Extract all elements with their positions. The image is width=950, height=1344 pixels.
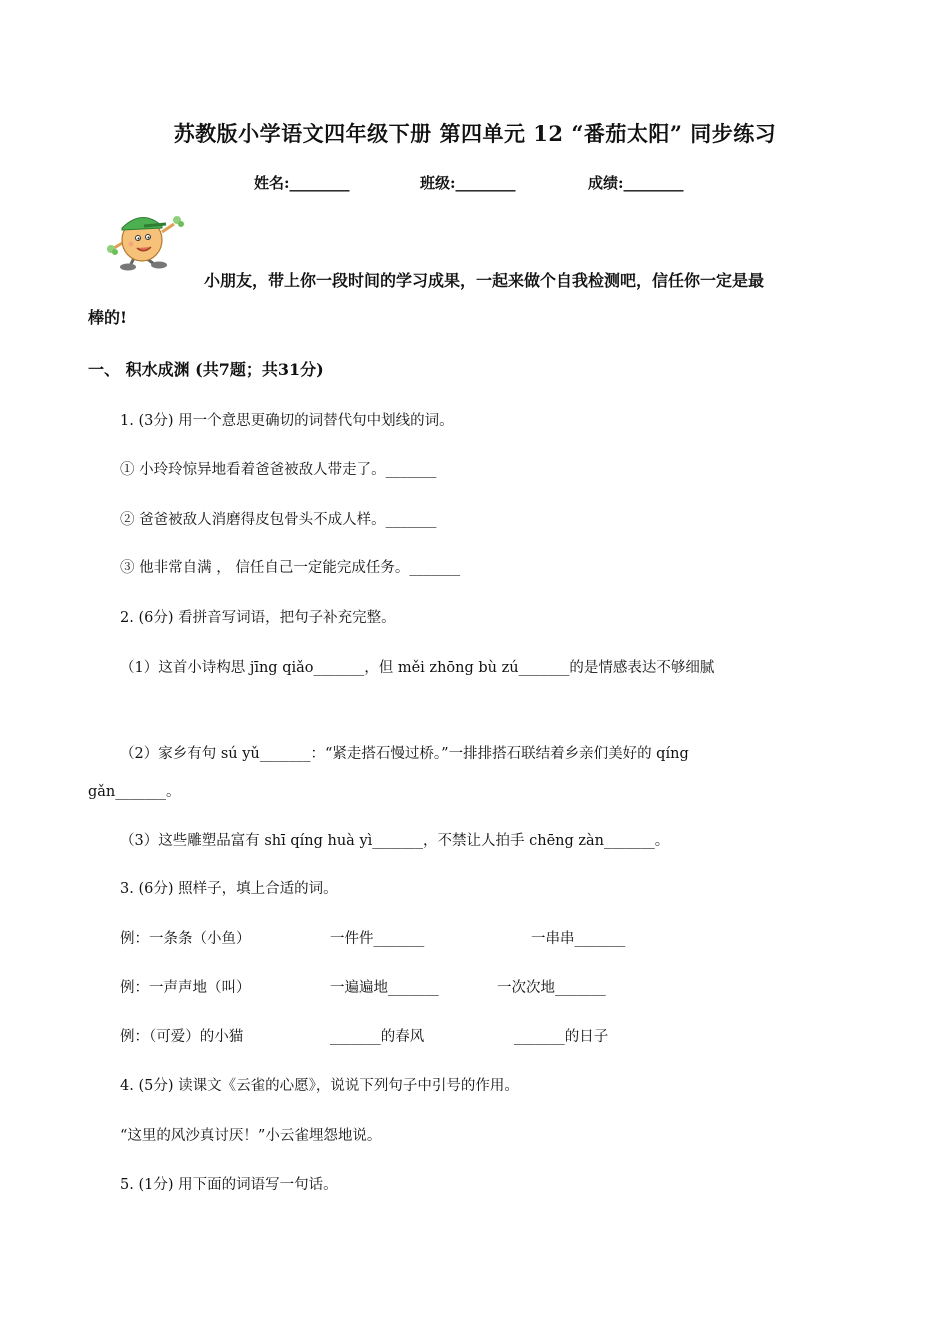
question-1-item-2: ② 爸爸被敌人消磨得皮包骨头不成人样。_______ — [120, 512, 437, 528]
question-2-stem: 2. (6分) 看拼音写词语，把句子补充完整。 — [120, 610, 396, 626]
question-2-item-2-line-2: gǎn_______。 — [88, 784, 181, 800]
class-field[interactable]: 班级:________ — [420, 174, 516, 192]
intro-line-1: 小朋友，带上你一段时间的学习成果，一起来做个自我检测吧，信任你一定是最 — [204, 271, 765, 290]
question-3-blank-2b: 一次次地_______ — [497, 980, 606, 996]
intro-line-2: 棒的! — [88, 308, 128, 327]
question-2-item-2-line-1: （2）家乡有句 sú yǔ_______：“紧走搭石慢过桥。”一排排搭石联结着乡亲们美好的 qíng — [120, 746, 689, 762]
question-2-item-1: （1）这首小诗构思 jīng qiǎo_______，但 měi zhōng bù zú_______的是情感表达不够细腻 — [120, 660, 715, 676]
score-field[interactable]: 成绩:________ — [588, 174, 684, 192]
question-5-stem: 5. (1分) 用下面的词语写一句话。 — [120, 1177, 338, 1193]
cartoon-boy-icon — [104, 206, 190, 272]
question-3-blank-2a: 一遍遍地_______ — [330, 980, 439, 996]
page-title: 苏教版小学语文四年级下册 第四单元 12 “番茄太阳” 同步练习 — [173, 121, 777, 146]
question-3-example-1: 例：一条条（小鱼） — [120, 931, 251, 947]
question-4-stem: 4. (5分) 读课文《云雀的心愿》，说说下列句子中引号的作用。 — [120, 1078, 519, 1094]
question-1-item-3: ③ 他非常自满 ， 信任自己一定能完成任务。_______ — [120, 560, 461, 576]
question-3-blank-1b: 一串串_______ — [531, 931, 626, 947]
question-1-item-1: ① 小玲玲惊异地看着爸爸被敌人带走了。_______ — [120, 462, 437, 478]
question-3-stem: 3. (6分) 照样子，填上合适的词。 — [120, 881, 338, 897]
question-3-example-3: 例：（可爱）的小猫 — [120, 1029, 244, 1045]
name-field[interactable]: 姓名:________ — [254, 174, 350, 192]
question-1-stem: 1. (3分) 用一个意思更确切的词替代句中划线的词。 — [120, 413, 454, 429]
question-4-quote: “这里的风沙真讨厌！”小云雀埋怨地说。 — [120, 1128, 382, 1144]
question-3-blank-3a: _______的春风 — [330, 1029, 425, 1045]
question-3-blank-1a: 一件件_______ — [330, 931, 425, 947]
question-3-blank-3b: _______的日子 — [514, 1029, 609, 1045]
question-3-example-2: 例：一声声地（叫） — [120, 980, 251, 996]
question-2-item-3: （3）这些雕塑品富有 shī qíng huà yì_______，不禁让人拍手 chēng zàn_______。 — [120, 833, 670, 849]
section-heading: 一、 积水成渊 (共7题；共31分) — [88, 360, 324, 379]
